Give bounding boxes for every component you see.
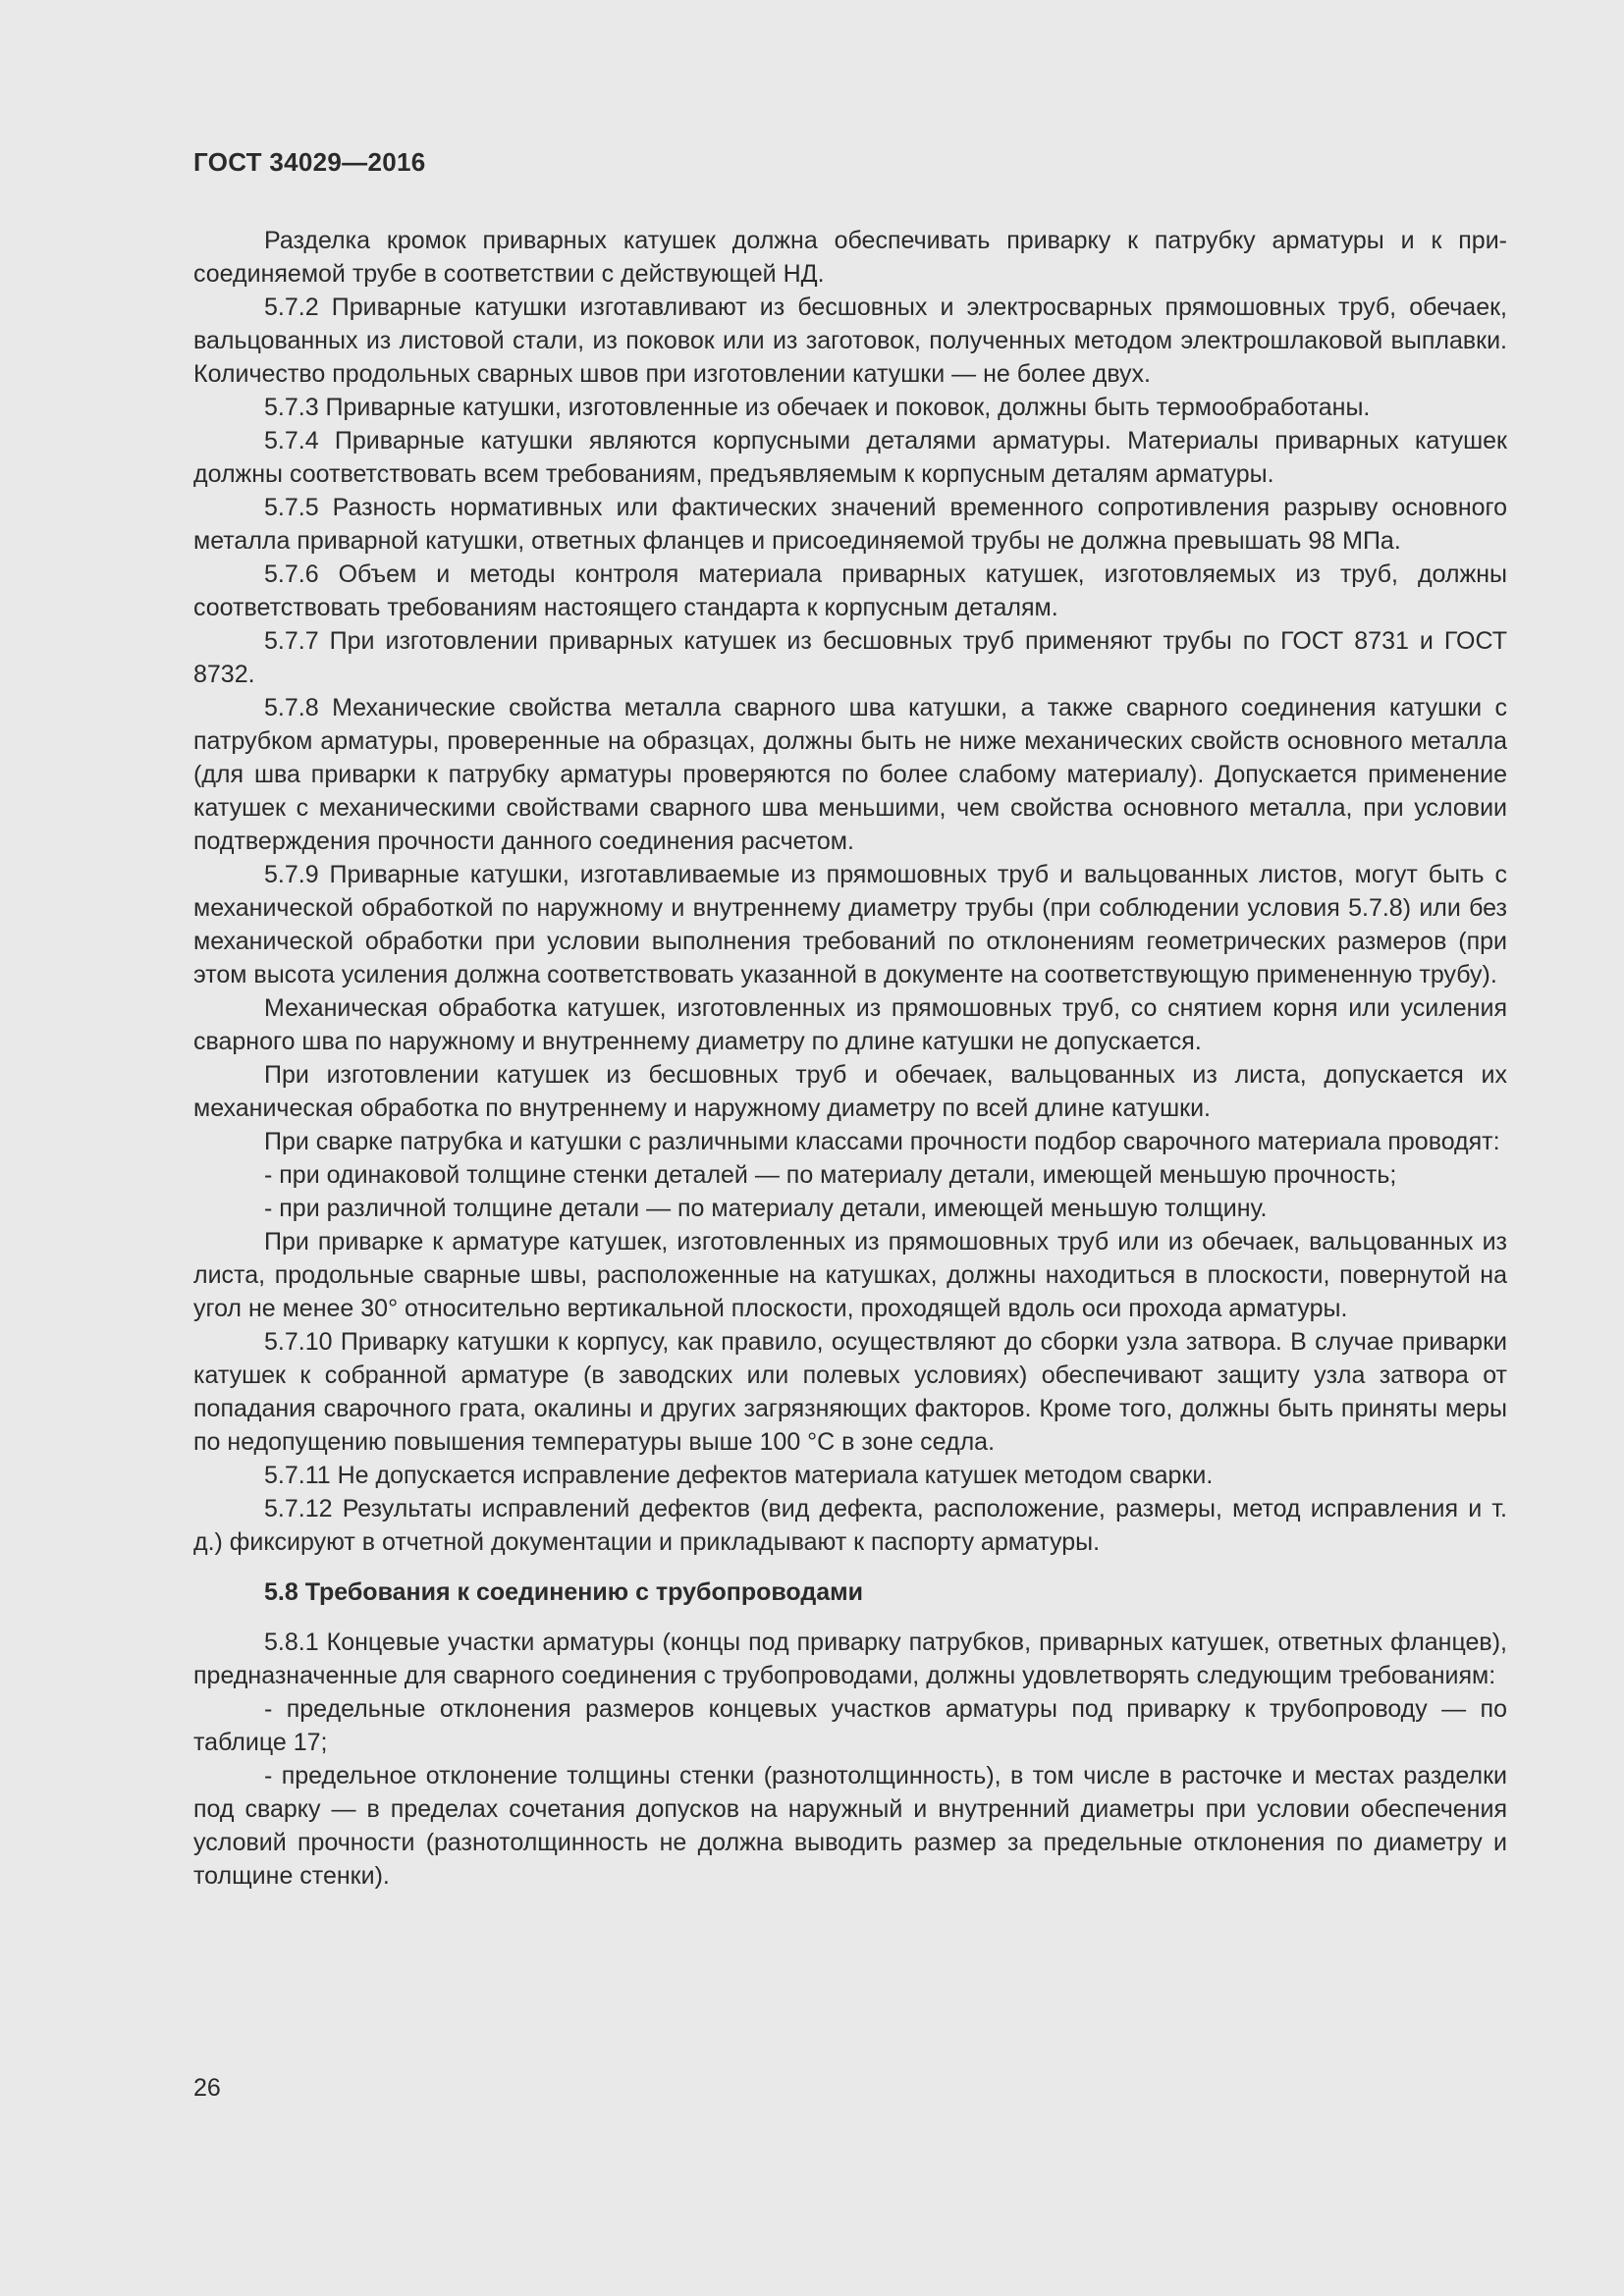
paragraph-5-7-8: 5.7.8 Механические свойства металла сварного шва катушки, а также сварного соединения катушки с патрубком арматуры, проверенные на образцах, должны быть не ниже механических свойств основного металла (для шва приварки к патрубку арматуры проверяются по более слабому материалу). Допускается применение катушек с механическими свойствами сварного шва меньшими, чем свойства основного металла, при условии подтверждения прочности данного соединения расчетом. (193, 694, 1507, 855)
paragraph-welding-material: При сварке патрубка и катушки с различными классами прочности подбор сварочного материала проводят: (264, 1128, 1500, 1155)
list-item: - при одинаковой толщине стенки деталей — по материалу детали, имеющей меньшую прочность; (264, 1161, 1397, 1189)
paragraph-5-8-1: 5.8.1 Концевые участки арматуры (концы под приварку патрубков, приварных катушек, ответных фланцев), предназначенные для сварного соединения с трубопроводами, должны удовлетворять следующим требованиям: (193, 1629, 1507, 1689)
paragraph-seamless: При изготовлении катушек из бесшовных труб и обечаек, вальцованных из листа, допускается их механическая обработка по внутреннему и наружному диаметру по всей длине катушки. (193, 1061, 1507, 1122)
paragraph-5-7-9: 5.7.9 Приварные катушки, изготавливаемые из прямошовных труб и вальцованных листов, могут быть с механической обработкой по наружному и внутреннему диаметру трубы (при соблюдении условия 5.7.8) или без механической обработки при условии выполнения требований по отклонениям геометрических размеров (при этом высота усиления должна соответствовать указанной в документе на соответствующую примененную трубу). (193, 861, 1507, 988)
paragraph-machining: Механическая обработка катушек, изготовленных из прямошовных труб, со снятием корня или усиления сварного шва по наружному и внутреннему диаметру по длине катушки не допускается. (193, 994, 1507, 1055)
document-header: ГОСТ 34029—2016 (193, 147, 426, 177)
paragraph-5-7-10: 5.7.10 Приварку катушки к корпусу, как правило, осуществляют до сборки узла затвора. В случае приварки катушек к собранной арматуре (в заводских или полевых условиях) обеспечивают защиту узла затвора от попадания сварочного грата, окалины и других загрязняющих факторов. Кроме того, должны быть приняты меры по недопущению повышения температуры выше 100 °С в зоне седла. (193, 1328, 1507, 1456)
paragraph-5-7-7: 5.7.7 При изготовлении приварных катушек из бесшовных труб применяют трубы по ГОСТ 8731 и ГОСТ 8732. (193, 627, 1507, 688)
paragraph-longitudinal-seams: При приварке к арматуре катушек, изготовленных из прямошовных труб или из обечаек, вальцованных из листа, продольные сварные швы, расположенные на катушках, должны находиться в плоскости, повернутой на угол не менее 30° относительно вертикальной плоскости, проходящей вдоль оси прохода арматуры. (193, 1228, 1507, 1322)
section-heading-5-8: 5.8 Требования к соединению с трубопроводами (264, 1578, 863, 1606)
paragraph-5-7-6: 5.7.6 Объем и методы контроля материала приварных катушек, изготовляемых из труб, должны соответствовать требованиям настоящего стандарта к корпусным деталям. (193, 561, 1507, 621)
paragraph-5-7-2: 5.7.2 Приварные катушки изготавливают из бесшовных и электросварных прямошовных труб, обечаек, вальцованных из листовой стали, из поковок или из заготовок, полученных методом электрошлаковой выплавки. Количество продольных сварных швов при изготовлении катушки — не более двух. (193, 294, 1507, 388)
paragraph-5-7-3: 5.7.3 Приварные катушки, изготовленные из обечаек и поковок, должны быть термообработаны. (264, 394, 1371, 421)
page-number: 26 (193, 2074, 221, 2102)
list-item: - предельные отклонения размеров концевых участков арматуры под приварку к трубопроводу — по таблице 17; (193, 1695, 1507, 1756)
list-item: - предельное отклонение толщины стенки (разнотолщинность), в том числе в расточке и местах разделки под сварку — в пределах сочетания допусков на наружный и внутренний диаметры при условии обеспечения условий прочности (разнотолщинность не должна выводить размер за предельные отклонения по диаметру и толщине стенки). (193, 1762, 1507, 1890)
paragraph-5-7-5: 5.7.5 Разность нормативных или фактических значений временного сопротивления разрыву основного металла приварной катушки, ответных фланцев и присоединяемой трубы не должна превышать 98 МПа. (193, 494, 1507, 555)
paragraph-5-7-1-cont: Разделка кромок приварных катушек должна обеспечивать приварку к патрубку арматуры и к присоединяемой трубе в соответствии с действующей НД. (193, 227, 1507, 288)
list-item: - при различной толщине детали — по материалу детали, имеющей меньшую толщину. (264, 1195, 1268, 1222)
paragraph-5-7-4: 5.7.4 Приварные катушки являются корпусными деталями арматуры. Материалы приварных катушек должны соответствовать всем требованиям, предъявляемым к корпусным деталям арматуры. (193, 427, 1507, 488)
paragraph-5-7-11: 5.7.11 Не допускается исправление дефектов материала катушек методом сварки. (264, 1462, 1214, 1489)
document-body (193, 224, 1507, 1893)
paragraph-5-7-12: 5.7.12 Результаты исправлений дефектов (вид дефекта, расположение, размеры, метод исправления и т. д.) фиксируют в отчетной документации и прикладывают к паспорту арматуры. (193, 1495, 1507, 1556)
